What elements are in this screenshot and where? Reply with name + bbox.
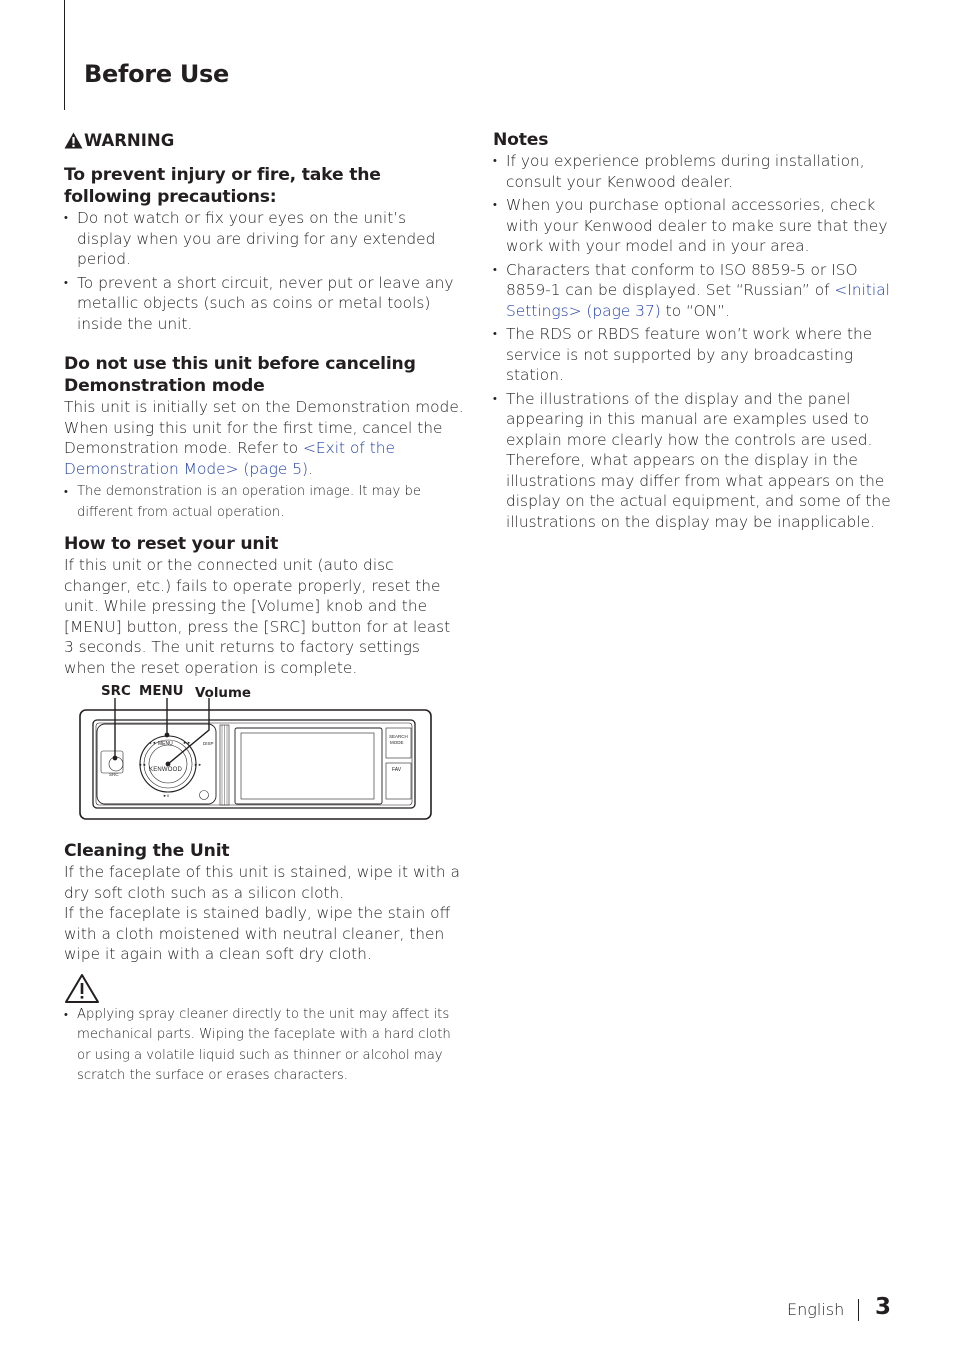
panel-mode-text: MODE <box>390 740 404 746</box>
warning-icon <box>64 132 83 149</box>
src-callout-label: SRC <box>101 684 131 700</box>
panel-brand-text: KENWOOD <box>149 767 183 774</box>
panel-disp-text: DISP <box>203 741 214 747</box>
warning-label: WARNING <box>84 130 175 150</box>
demo-heading: Do not use this unit before canceling Demonstration mode <box>64 354 416 396</box>
list-item: • The RDS or RBDS feature won’t work where the service is not supported by any broadcasting station. <box>493 324 893 386</box>
footer-divider <box>858 1299 859 1321</box>
list-item: • Do not watch or fix your eyes on the unit’s display when you are driving for any extended period. <box>64 208 464 270</box>
list-item: • Applying spray cleaner directly to the unit may affect its mechanical parts. Wiping the faceplate with a hard cloth or using a volatile liquid such as thinner or alcohol may scratch the surface or erases characters. <box>64 1005 464 1087</box>
panel-menu-text: MENU <box>158 741 173 748</box>
initial-settings-link[interactable]: <Initial Settings> (page 37) <box>506 281 890 320</box>
svg-text:►►: ►► <box>183 740 191 746</box>
list-item <box>493 260 893 322</box>
volume-callout-label: Volume <box>195 686 251 702</box>
reset-heading: How to reset your unit <box>64 534 279 555</box>
page-number: 3 <box>875 1294 892 1320</box>
panel-fav-text: FAV <box>392 767 402 774</box>
reset-body: If this unit or the connected unit (auto disc changer, etc.) fails to operate properly, reset the unit. While pressing the [Volume] knob and the [MENU] button, press the [SRC] button for at least 3 seconds. The unit returns to factory settings when the reset operation is complete. <box>64 556 451 677</box>
faceplate-illustration <box>64 684 464 820</box>
svg-text:◄◄: ◄◄ <box>148 740 156 746</box>
right-column <box>493 126 893 535</box>
warning-heading: To prevent injury or fire, take the following precautions: <box>64 165 381 207</box>
list-item: • If you experience problems during installation, consult your Kenwood dealer. <box>493 151 893 192</box>
notes-heading: Notes <box>493 130 549 150</box>
demo-note-list <box>64 482 464 523</box>
cleaning-para-1: If the faceplate of this unit is stained, wipe it with a dry soft cloth such as a silicon cloth. <box>64 863 460 902</box>
notes-item3-text: Characters that conform to ISO 8859-5 or ISO 8859-1 can be displayed. Set “Russian” of <box>506 260 858 299</box>
warning-header <box>64 130 464 150</box>
footer-language: English <box>787 1300 845 1319</box>
list-item: • The demonstration is an operation image. It may be different from actual operation. <box>64 482 464 523</box>
header-rule <box>64 0 65 110</box>
demo-exit-link[interactable]: <Exit of the Demonstration Mode> (page 5) <box>64 439 395 478</box>
warning-list <box>64 208 464 334</box>
svg-text:◄◄: ◄◄ <box>138 762 146 768</box>
page-title: Before Use <box>84 60 230 88</box>
demo-body <box>64 397 464 479</box>
notes-item3-end: to “ON”. <box>660 301 730 320</box>
caution-icon <box>64 973 100 1004</box>
demo-body-text: This unit is initially set on the Demonstration mode. When using this unit for the first time, cancel the Demonstration mode. Refer to <box>64 398 464 457</box>
notes-list <box>493 151 893 532</box>
panel-search-text: SEARCH <box>389 734 408 740</box>
demo-body-end: . <box>308 459 313 478</box>
cleaning-para-2: If the faceplate is stained badly, wipe the stain off with a cloth moistened with neutral cleaner, then wipe it again with a clean soft dry cloth. <box>64 904 451 964</box>
left-column <box>64 126 464 1087</box>
faceplate-diagram <box>64 684 464 820</box>
list-item: • To prevent a short circuit, never put or leave any metallic objects (such as coins or metal tools) inside the unit. <box>64 273 464 335</box>
caution-list <box>64 1005 464 1087</box>
svg-text:►►: ►► <box>194 762 202 768</box>
panel-src-text: SRC <box>109 772 119 778</box>
svg-text:►II: ►II <box>163 793 170 799</box>
cleaning-heading: Cleaning the Unit <box>64 841 230 862</box>
list-item: • When you purchase optional accessories, check with your Kenwood dealer to make sure that they work with your model and in your area. <box>493 195 893 257</box>
menu-callout-label: MENU <box>139 684 184 700</box>
list-item: • The illustrations of the display and the panel appearing in this manual are examples used to explain more clearly how the controls are used. Therefore, what appears on the display in the illustrations may differ from what appears on the display on the actual equipment, and some of the illustrations on the display may be inapplicable. <box>493 389 893 533</box>
